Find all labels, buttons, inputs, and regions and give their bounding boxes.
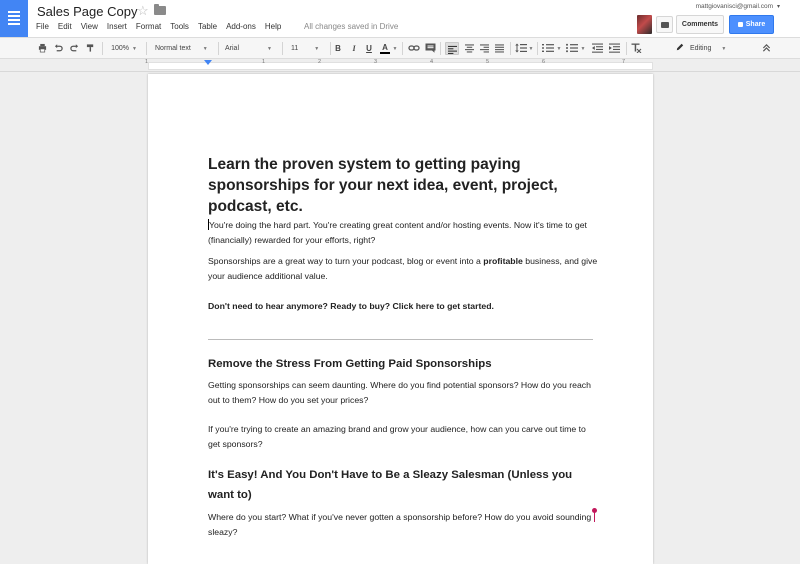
- font-value: Arial: [225, 45, 240, 52]
- collapse-icon[interactable]: [762, 43, 771, 53]
- chevron-down-icon: ▼: [392, 46, 398, 52]
- insert-comment-icon[interactable]: [425, 43, 436, 53]
- document-page[interactable]: [148, 74, 653, 564]
- ruler-mark: 4: [430, 59, 434, 65]
- font-size-select[interactable]: [288, 42, 326, 55]
- editing-mode-value: Editing: [690, 45, 712, 52]
- menu-insert[interactable]: Insert: [106, 22, 127, 31]
- print-icon[interactable]: [38, 43, 47, 53]
- align-right-icon[interactable]: [480, 43, 489, 53]
- account-email[interactable]: mattgiovanisci@gmail.com: [695, 3, 773, 10]
- chevron-down-icon: ▼: [267, 46, 272, 52]
- italic-button[interactable]: I: [352, 44, 356, 53]
- increase-indent-icon[interactable]: [609, 43, 620, 53]
- comment-icon[interactable]: [656, 16, 673, 33]
- ruler-mark: 6: [542, 59, 546, 65]
- indent-marker[interactable]: [204, 60, 212, 65]
- chevron-down-icon[interactable]: ▼: [528, 46, 534, 52]
- chevron-down-icon[interactable]: ▾: [776, 4, 780, 10]
- zoom-value: 100%: [111, 45, 129, 52]
- save-status[interactable]: All changes saved in Drive: [304, 22, 399, 31]
- paragraph[interactable]: Getting sponsorships can seem daunting. Where do you find potential sponsors? How do you reach out to them? How do you set your prices?: [208, 380, 591, 405]
- ruler-mark: 3: [374, 59, 378, 65]
- align-left-button[interactable]: [445, 42, 459, 55]
- clear-formatting-icon[interactable]: [631, 43, 642, 53]
- comments-button[interactable]: Comments: [676, 15, 724, 34]
- menu-table[interactable]: Table: [197, 22, 218, 31]
- ruler-mark: 5: [486, 59, 490, 65]
- chevron-down-icon: ▼: [314, 46, 320, 52]
- lock-icon: [738, 22, 743, 27]
- align-left-icon: [448, 45, 457, 54]
- ruler[interactable]: [0, 59, 800, 72]
- zoom-select[interactable]: [108, 42, 140, 55]
- ruler-track: [148, 62, 653, 70]
- menu-add-ons[interactable]: Add-ons: [226, 22, 256, 31]
- menu-view[interactable]: View: [80, 22, 98, 31]
- undo-icon[interactable]: [54, 43, 63, 53]
- pencil-icon: [676, 43, 684, 51]
- chevron-down-icon: ▼: [131, 46, 137, 52]
- bold-button[interactable]: B: [335, 44, 341, 53]
- chevron-down-icon[interactable]: ▼: [580, 46, 586, 52]
- menu-edit[interactable]: Edit: [57, 22, 72, 31]
- paragraph[interactable]: You're doing the hard part. You're creating great content and/or hosting events. Now it's time to get (financially) rewarded for your efforts, right?: [208, 220, 587, 245]
- share-label: Share: [745, 21, 766, 28]
- menu-help[interactable]: Help: [264, 22, 282, 31]
- share-button[interactable]: [729, 15, 774, 34]
- avatar[interactable]: [637, 15, 652, 34]
- ruler-mark: 1: [145, 59, 149, 65]
- align-center-icon[interactable]: [465, 43, 474, 53]
- link-icon[interactable]: [408, 43, 420, 53]
- font-select[interactable]: [222, 42, 277, 55]
- text-color-caret[interactable]: [392, 42, 398, 55]
- star-icon[interactable]: ☆: [137, 3, 149, 18]
- ruler-mark: 7: [622, 59, 626, 65]
- ruler-mark: 1: [262, 59, 266, 65]
- toolbar: [0, 37, 800, 59]
- chevron-down-icon: ▼: [202, 46, 208, 52]
- decrease-indent-icon[interactable]: [592, 43, 603, 53]
- line-spacing-icon[interactable]: [515, 43, 527, 53]
- menu-tools[interactable]: Tools: [170, 22, 189, 31]
- section-heading[interactable]: It's Easy! And You Don't Have to Be a Sleazy Salesman (Unless you want to): [208, 469, 573, 501]
- ruler-mark: 2: [318, 59, 322, 65]
- buy-now-paragraph[interactable]: Don't need to hear anymore? Ready to buy? Click here to get started.: [208, 301, 494, 311]
- menu-format[interactable]: Format: [135, 22, 162, 31]
- paragraph[interactable]: If you're trying to create an amazing brand and grow your audience, how can you carve out time to get sponsors?: [208, 424, 586, 449]
- menu-bar: [36, 22, 290, 34]
- folder-icon[interactable]: [154, 6, 166, 15]
- paragraph[interactable]: Where do you start? What if you've never gotten a sponsorship before? How do you avoid sounding sleazy?: [208, 510, 598, 540]
- paint-format-icon[interactable]: [86, 43, 95, 53]
- chevron-down-icon: ▼: [721, 46, 727, 52]
- paragraph[interactable]: Sponsorships are a great way to turn your podcast, blog or event into a profitable business, and give your audience additional value.: [208, 256, 598, 281]
- document-title[interactable]: Sales Page Copy: [37, 4, 138, 19]
- paragraph-style-value: Normal text: [155, 45, 191, 52]
- section-heading[interactable]: Remove the Stress From Getting Paid Sponsorships: [208, 358, 492, 370]
- collaborator-cursor: [594, 511, 595, 522]
- redo-icon[interactable]: [70, 43, 79, 53]
- chevron-down-icon[interactable]: ▼: [556, 46, 562, 52]
- bulleted-list-icon[interactable]: [566, 43, 578, 53]
- editing-mode-select[interactable]: [676, 42, 746, 55]
- paragraph-style-select[interactable]: [152, 42, 214, 55]
- app-header: [0, 0, 800, 37]
- horizontal-rule: [208, 339, 593, 340]
- numbered-list-icon[interactable]: [542, 43, 554, 53]
- docs-logo-icon[interactable]: [0, 0, 28, 37]
- justify-icon[interactable]: [495, 43, 504, 53]
- text-color-button[interactable]: A: [380, 42, 390, 54]
- underline-button[interactable]: U: [366, 44, 372, 53]
- menu-file[interactable]: File: [36, 22, 49, 31]
- font-size-value: 11: [291, 45, 299, 52]
- document-heading[interactable]: Learn the proven system to getting paying sponsorships for your next idea, event, project, podcast, etc.: [208, 156, 558, 215]
